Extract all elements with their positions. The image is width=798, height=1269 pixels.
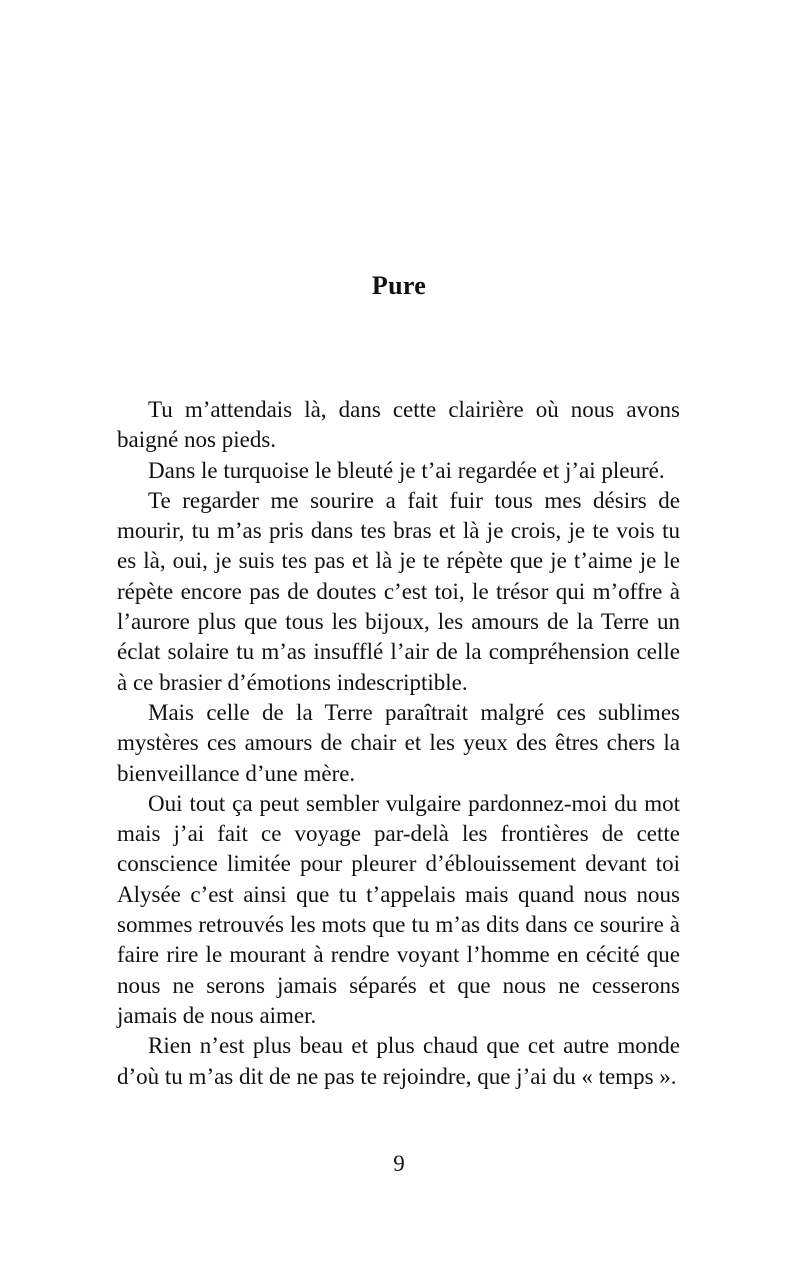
paragraph: Mais celle de la Terre paraîtrait malgré ces sublimes mystères ces amours de chair et les yeux des êtres chers la bienveillance d’une mère. (117, 699, 680, 786)
paragraph: Rien n’est plus beau et plus chaud que cet autre monde d’où tu m’as dit de ne pas te rejoindre, que j’ai du « temps ». (117, 1033, 680, 1089)
paragraph: Dans le turquoise le bleuté je t’ai regardée et j’ai pleuré. (148, 457, 665, 483)
body-text (117, 395, 680, 1092)
paragraph: Oui tout ça peut sembler vulgaire pardonnez-moi du mot mais j’ai fait ce voyage par-delà les frontières de cette conscience limitée pour pleurer d’éblouissement devant toi Alysée c’est ainsi que tu t’appelais mais quand nous nous sommes retrouvés les mots que tu m’as dits dans ce sourire à faire rire le mourant à rendre voyant l’homme en cécité que nous ne serons jamais séparés et que nous ne cesserons jamais de nous aimer. (117, 790, 680, 1028)
chapter-title: Pure (371, 271, 427, 300)
paragraph: Te regarder me sourire a fait fuir tous mes désirs de mourir, tu m’as pris dans tes bras et là je crois, je te vois tu es là, oui, je suis tes pas et là je te répète que je t’aime je le répète encore pas de doutes c’est toi, le trésor qui m’offre à l’aurore plus que tous les bijoux, les amours de la Terre un éclat solaire tu m’as insufflé l’air de la compréhension celle à ce brasier d’émotions indescriptible. (117, 487, 680, 695)
page-number: 9 (393, 1151, 405, 1176)
paragraph: Tu m’attendais là, dans cette clairière où nous avons baigné nos pieds. (117, 397, 680, 453)
